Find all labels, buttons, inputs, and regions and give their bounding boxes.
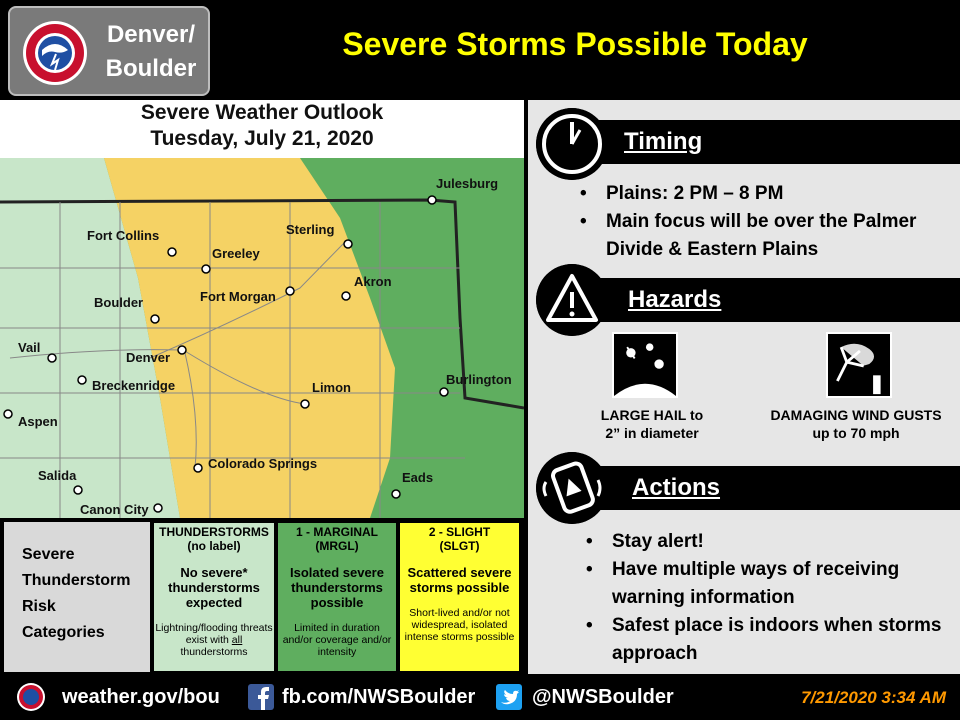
phone-alert-icon bbox=[536, 452, 608, 524]
city-marker-colorado-springs bbox=[194, 464, 202, 472]
legend-slight bbox=[399, 522, 520, 672]
twitter-icon[interactable] bbox=[496, 684, 522, 710]
city-label-colorado-springs: Colorado Springs bbox=[208, 456, 318, 471]
city-label-vail: Vail bbox=[18, 340, 41, 355]
city-marker-fort-collins bbox=[168, 248, 176, 256]
no-label-detail: Lightning/flooding threats exist with all thunderstorms bbox=[155, 622, 273, 658]
office-name bbox=[92, 18, 210, 86]
slight-title: 2 - SLIGHT bbox=[428, 525, 491, 539]
outlook-map bbox=[0, 158, 524, 518]
city-label-akron: Akron bbox=[354, 274, 392, 289]
timestamp: 7/21/2020 3:34 AM bbox=[801, 688, 946, 707]
wind-label-line2: up to 70 mph bbox=[812, 425, 900, 441]
city-label-eads: Eads bbox=[402, 470, 434, 485]
city-marker-eads bbox=[392, 490, 400, 498]
no-label-subtitle: (no label) bbox=[187, 539, 241, 553]
hail-icon bbox=[612, 332, 678, 398]
hail-label bbox=[572, 406, 732, 442]
header bbox=[0, 0, 960, 100]
city-label-burlington: Burlington bbox=[446, 372, 512, 387]
hazards-bar bbox=[568, 278, 960, 322]
city-label-greeley: Greeley bbox=[212, 246, 260, 261]
map-title-line1: Severe Weather Outlook bbox=[140, 101, 384, 124]
nws-logo-icon bbox=[22, 20, 88, 86]
slight-detail: Short-lived and/or not widespread, isolated intense storms possible bbox=[404, 607, 515, 643]
legend-line-1: Severe bbox=[22, 546, 75, 563]
wind-label-line1: DAMAGING WIND GUSTS bbox=[770, 407, 942, 423]
action-bullet: • Have multiple ways of receiving warning information bbox=[580, 556, 960, 612]
legend-line-2: Thunderstorm bbox=[22, 572, 131, 589]
timing-bullet: • Plains: 2 PM – 8 PM bbox=[574, 180, 960, 208]
no-label-title: THUNDERSTORMS bbox=[159, 525, 269, 539]
slight-main: Scattered severe storms possible bbox=[407, 565, 512, 595]
facebook-icon[interactable] bbox=[248, 684, 274, 710]
twitter-link[interactable]: @NWSBoulder bbox=[532, 686, 674, 708]
city-marker-vail bbox=[48, 354, 56, 362]
wind-icon bbox=[826, 332, 892, 398]
facebook-link[interactable]: fb.com/NWSBoulder bbox=[282, 686, 476, 708]
map-panel bbox=[0, 100, 524, 674]
city-marker-burlington bbox=[440, 388, 448, 396]
city-label-aspen: Aspen bbox=[18, 414, 58, 429]
city-marker-boulder bbox=[151, 315, 159, 323]
legend-marginal bbox=[277, 522, 397, 672]
slight-subtitle: (SLGT) bbox=[439, 539, 480, 553]
hazards-title: Hazards bbox=[628, 286, 722, 313]
timing-title: Timing bbox=[624, 128, 703, 155]
legend-categories-label bbox=[4, 522, 150, 672]
city-label-salida: Salida bbox=[38, 468, 77, 483]
timing-bullet: • Main focus will be over the Palmer Divide & Eastern Plains bbox=[574, 208, 960, 264]
actions-bar bbox=[568, 466, 960, 510]
hail-label-line2: 2” in diameter bbox=[605, 425, 699, 441]
city-label-denver: Denver bbox=[126, 350, 171, 365]
city-marker-salida bbox=[74, 486, 82, 494]
no-label-detail-emphasis: all bbox=[231, 634, 243, 646]
office-badge bbox=[8, 6, 210, 96]
office-name-line2: Boulder bbox=[105, 55, 197, 82]
legend-no-label bbox=[153, 522, 275, 672]
city-label-boulder: Boulder bbox=[94, 295, 144, 310]
clock-icon bbox=[536, 108, 608, 180]
timing-bar bbox=[568, 120, 960, 164]
headline: Severe Storms Possible Today bbox=[342, 26, 808, 62]
city-marker-sterling bbox=[344, 240, 352, 248]
timing-list bbox=[574, 180, 960, 264]
marginal-title: 1 - MARGINAL bbox=[296, 525, 378, 539]
city-label-sterling: Sterling bbox=[286, 222, 335, 237]
city-marker-greeley bbox=[202, 265, 210, 273]
action-bullet: • Safest place is indoors when storms approach bbox=[580, 612, 960, 668]
city-marker-limon bbox=[301, 400, 309, 408]
marginal-subtitle: (MRGL) bbox=[315, 539, 359, 553]
legend-line-3: Risk bbox=[22, 598, 56, 615]
city-marker-akron bbox=[342, 292, 350, 300]
city-label-fort-collins: Fort Collins bbox=[87, 228, 160, 243]
city-label-fort-morgan: Fort Morgan bbox=[200, 289, 276, 304]
map-title-line2: Tuesday, July 21, 2020 bbox=[150, 127, 374, 150]
no-label-main: No severe* thunderstorms expected bbox=[168, 565, 260, 610]
city-marker-aspen bbox=[4, 410, 12, 418]
city-label-breckenridge: Breckenridge bbox=[92, 378, 176, 393]
warning-triangle-icon bbox=[536, 264, 608, 336]
actions-title: Actions bbox=[632, 474, 721, 501]
actions-list bbox=[580, 528, 960, 668]
city-label-canon-city: Canon City bbox=[80, 502, 149, 517]
footer bbox=[0, 674, 960, 720]
website-link[interactable]: weather.gov/bou bbox=[62, 686, 220, 708]
risk-legend bbox=[0, 518, 524, 674]
nws-footer-logo-icon bbox=[16, 682, 46, 712]
map-title bbox=[0, 100, 524, 158]
city-label-limon: Limon bbox=[312, 380, 351, 395]
action-bullet: • Stay alert! bbox=[580, 528, 960, 556]
wind-label bbox=[756, 406, 956, 442]
city-marker-denver bbox=[178, 346, 186, 354]
city-marker-canon-city bbox=[154, 504, 162, 512]
city-marker-fort-morgan bbox=[286, 287, 294, 295]
city-label-julesburg: Julesburg bbox=[436, 176, 499, 191]
city-marker-julesburg bbox=[428, 196, 436, 204]
city-marker-breckenridge bbox=[78, 376, 86, 384]
office-name-line1: Denver/ bbox=[106, 21, 196, 48]
hail-label-line1: LARGE HAIL to bbox=[600, 407, 704, 423]
legend-line-4: Categories bbox=[22, 624, 105, 641]
marginal-detail: Limited in duration and/or coverage and/or intensity bbox=[282, 622, 392, 658]
info-panel bbox=[528, 100, 960, 674]
marginal-main: Isolated severe thunderstorms possible bbox=[290, 565, 384, 610]
